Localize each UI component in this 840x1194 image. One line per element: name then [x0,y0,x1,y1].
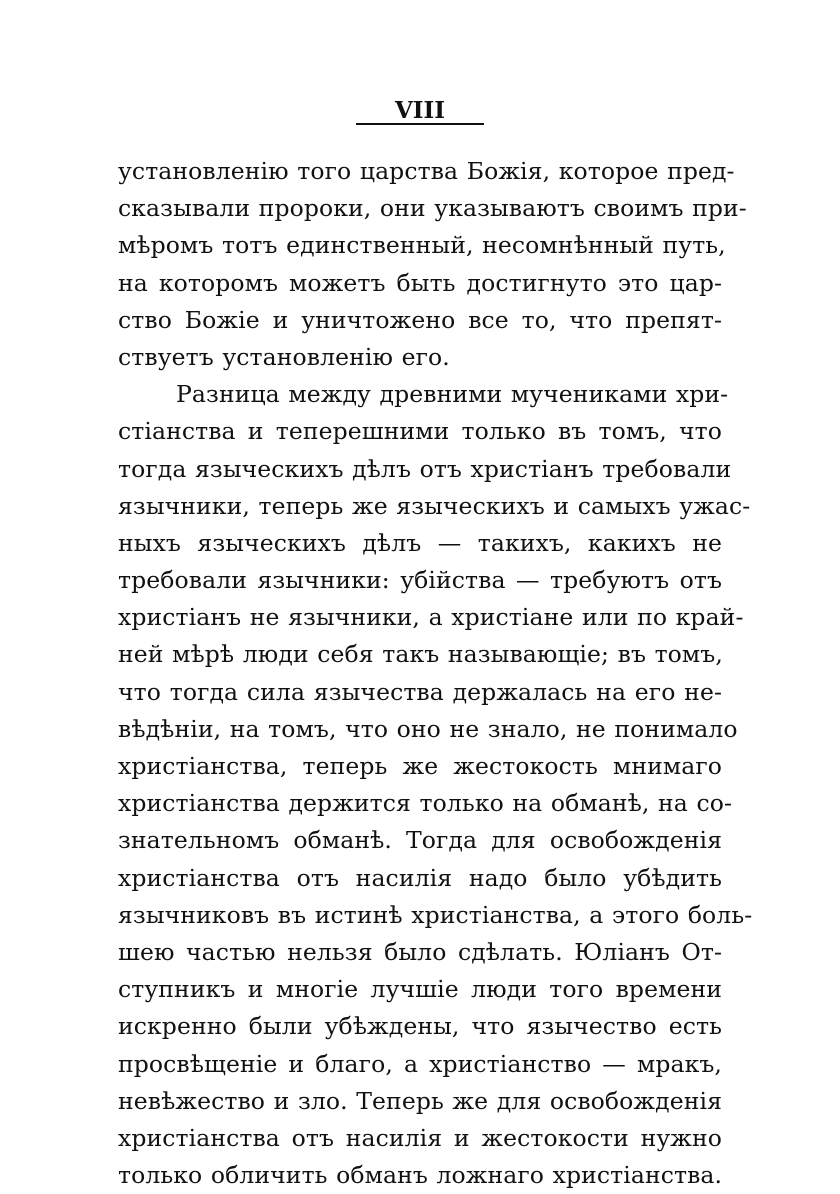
text-line: мѣромъ тотъ единственный, несомнѣнный путь, [118,231,726,260]
text-line: Разница между древними мучениками хри- [176,380,729,409]
text-line: ство Божіе и уничтожено все то, что препят- [118,305,722,334]
text-line: ныхъ языческихъ дѣлъ — такихъ, какихъ не [118,528,722,557]
text-line: искренно были убѣждены, что язычество есть [118,1012,722,1041]
text-line: что тогда сила язычества держалась на его не- [118,677,722,706]
page-number: VIII [394,97,446,124]
text-line: сказывали пророки, они указываютъ своимъ при- [118,194,747,223]
paragraph-1 [118,153,747,376]
text-line: ступникъ и многіе лучшіе люди того времени [118,975,722,1004]
text-line: стіанства и теперешними только въ томъ, что [118,417,722,446]
text-line: просвѣщеніе и благо, а христіанство — мракъ, [118,1049,722,1078]
text-line: христіанства, теперь же жестокость мнимаго [118,752,722,780]
paragraph-2 [118,376,753,1194]
text-line: ней мѣрѣ люди себя такъ называющіе; въ томъ, [118,640,723,669]
body-text [118,153,753,1194]
text-line: установленію того царства Божія, которое пред- [118,157,735,185]
text-line: невѣжество и зло. Теперь же для освобожденія [118,1086,723,1115]
text-line: знательномъ обманѣ. Тогда для освобожденія [118,826,722,855]
text-line: требовали язычники: убійства — требуютъ отъ [118,566,722,595]
text-line: язычники, теперь же языческихъ и самыхъ ужас- [118,491,751,520]
text-line: язычниковъ въ истинѣ христіанства, а этого боль- [118,900,753,929]
text-line: христіанъ не язычники, а христіане или по край- [118,603,744,632]
page-header [356,96,484,125]
text-line: только обличить обманъ ложнаго христіанства. [118,1161,723,1190]
text-line: шею частью нельзя было сдѣлать. Юліанъ От- [118,937,722,966]
text-line: тогда языческихъ дѣлъ отъ христіанъ требовали [118,454,732,483]
text-line: на которомъ можетъ быть достигнуто это цар- [118,268,722,297]
text-line: ствуетъ установленію его. [118,342,450,371]
text-line: христіанства отъ насилія и жестокости нужно [118,1123,722,1152]
text-line: христіанства отъ насилія надо было убѣдить [118,863,722,892]
text-line: христіанства держится только на обманѣ, на со- [118,789,733,818]
text-line: вѣдѣніи, на томъ, что оно не знало, не понимало [118,714,738,743]
